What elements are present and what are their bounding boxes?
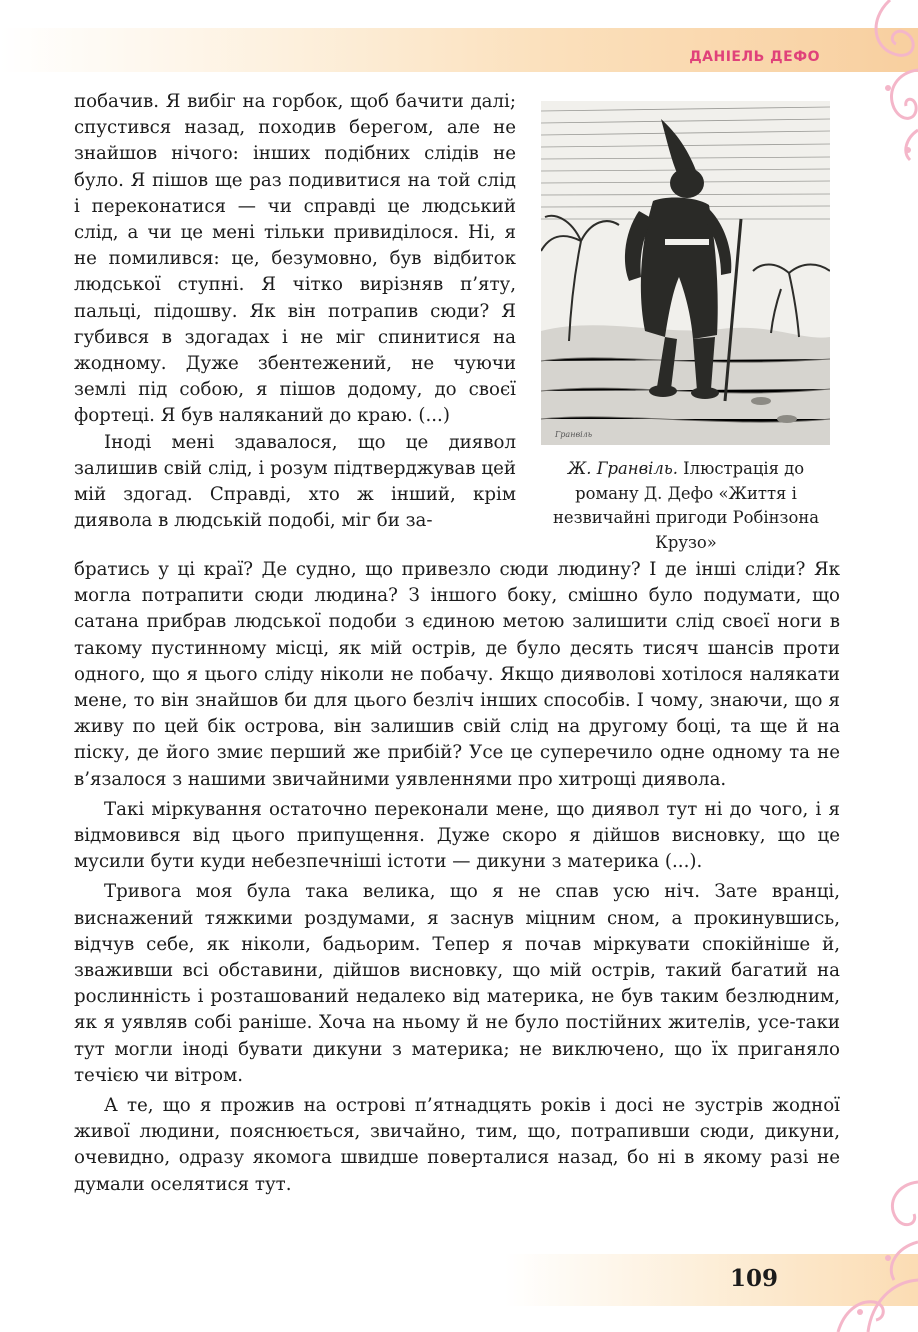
paragraph-3: Такі міркування остаточно переконали мене, що диявол тут ні до чого, і я відмовився від цього припущення. Дуже скоро я дійшов висновку, що це мусили бути куди небезпечніші істоти — дикуни з материка (...). bbox=[74, 798, 840, 873]
caption-text: Ілюстрація до роману Д. Дефо «Життя і незвичайні пригоди Робінзона Крузо» bbox=[552, 459, 820, 552]
paragraph-5: А те, що я прожив на острові п’ятнадцять років і досі не зустрів жодної живої людини, пояснюється, звичайно, тим, що, потрапивши сюди, дикуни, очевидно, одразу якомога швидше поверталися назад, бо ні в якому разі не думали оселятися тут. bbox=[74, 1095, 840, 1195]
illustration-caption bbox=[536, 457, 836, 555]
paragraph-1: побачив. Я вибіг на горбок, щоб бачити далі; спустився назад, походив берегом, але не знайшов нічого: інших подібних слідів не було. Я пішов ще раз подивитися на той слід і переконатися — чи справді це людський слід, а чи це мені тільки привиділося. Ні, я не помилився: це, безумовно, був відбиток людської ступні. Я чітко вирізняв п’яту, пальці, підошву. Як він потрапив сюди? Я губився в здогадах і не міг спинитися на жодному. Дуже збентежений, не чуючи землі під собою, я пішов додому, до своєї фортеці. Я був наляканий до краю. (...) bbox=[74, 91, 516, 427]
svg-text:Гранвіль: Гранвіль bbox=[555, 430, 593, 439]
paragraph-2-start: Іноді мені здавалося, що це диявол залишив свій слід, і розум підтверджував цей мій здогад. Справді, хто ж інший, крім диявола в людській подобі, міг би за- bbox=[74, 431, 516, 532]
swirl-ornament-icon bbox=[828, 0, 918, 170]
illustration-signature bbox=[554, 430, 592, 439]
full-width-column bbox=[74, 557, 840, 1198]
page-number: 109 bbox=[729, 1265, 778, 1292]
left-column bbox=[74, 89, 516, 534]
running-head: ДАНІЕЛЬ ДЕФО bbox=[689, 49, 820, 65]
caption-author: Ж. Гранвіль. bbox=[567, 459, 678, 478]
engraving-illustration bbox=[541, 101, 830, 445]
swirl-ornament-icon bbox=[768, 1162, 918, 1332]
paragraph-2-continued: братись у ці краї? Де судно, що привезло сюди людину? І де інші сліди? Як могла потрапити сюди людина? З іншого боку, смішно було подумати, що сатана прибрав людської подоби з єдиною метою залишити слід своєї ноги в такому пустинному місці, як мій острів, де було десять тисяч шансів проти одного, що я цього сліду ніколи не побачу. Якщо дияволові хотілося налякати мене, то він знайшов би для цього безліч інших способів. І чому, знаючи, що я живу по цей бік острова, він залишив свій слід на другому боці, та ще й на піску, де його змиє перший же прибій? Усе це суперечило одне одному та не в’язалося з нашими звичайними уявленнями про хитрощі диявола. bbox=[74, 559, 840, 790]
paragraph-4: Тривога моя була така велика, що я не спав усю ніч. Зате вранці, виснажений тяжкими роздумами, я заснув міцним сном, а прокинувшись, відчув себе, як ніколи, бадьорим. Тепер я почав міркувати спокійніше й, зваживши всі обставини, дійшов висновку, що мій острів, такий багатий на рослинність і розташований недалеко від материка, не був таким безлюдним, як я уявляв собі раніше. Хоча на ньому й не було постійних жителів, усе-таки тут могли іноді бувати дикуни з материка; не виключено, що їх приганяло течією чи вітром. bbox=[74, 881, 840, 1086]
